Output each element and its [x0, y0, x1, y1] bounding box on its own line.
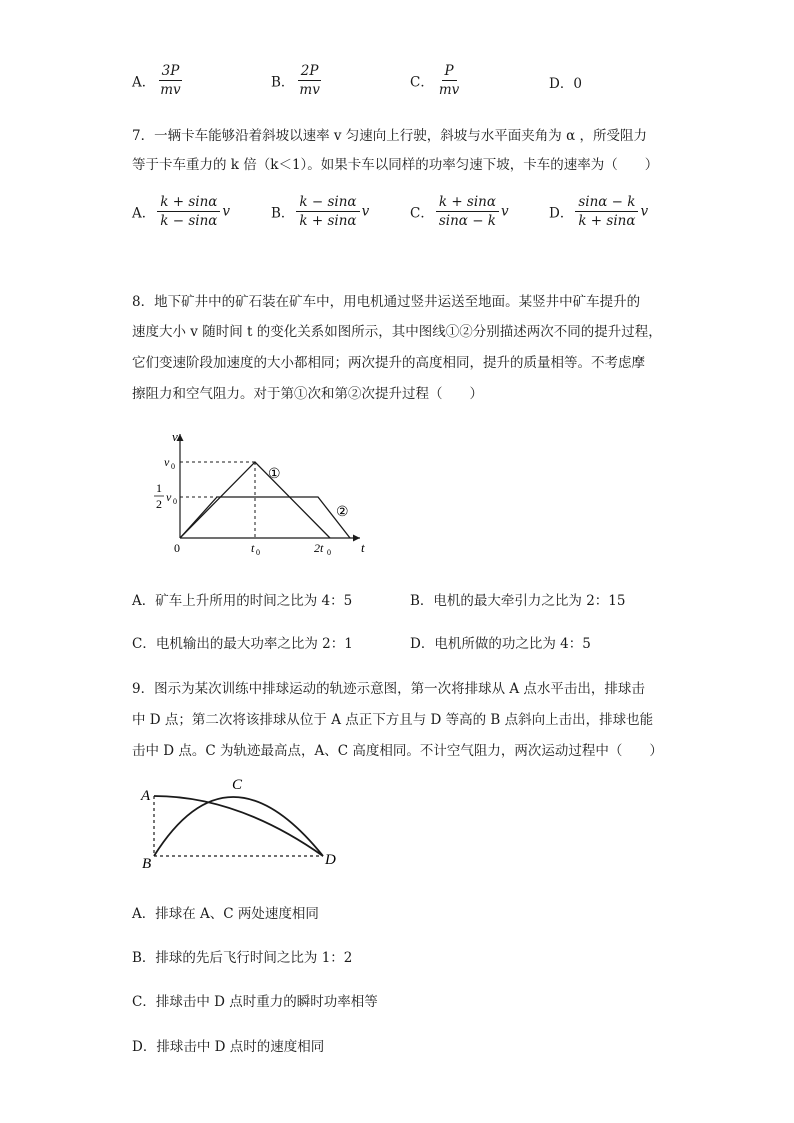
- q9-trajectory-figure: [138, 776, 348, 874]
- q6-option-d: D．0: [549, 76, 582, 92]
- q9-option-a: A．排球在 A、C 两处速度相同: [132, 906, 319, 922]
- trajectory-b-to-d: [154, 797, 323, 856]
- q9-stem-line3: 击中 D 点。C 为轨迹最高点，A、C 高度相同。不计空气阻力，两次运动过程中（ ）: [132, 743, 663, 759]
- q7-option-c: C． $\frac{k + \sin\alpha}{\sin\alpha - k}$ v: [410, 194, 509, 229]
- half-label-den: 2: [156, 497, 162, 511]
- origin-label: 0: [174, 541, 180, 555]
- q7-option-b: B． $\frac{k - \sin\alpha}{k + \sin\alpha}$ v: [271, 194, 370, 229]
- curve-1-label: ①: [268, 467, 281, 482]
- q8-option-b: B．电机的最大牵引力之比为 2：15: [410, 593, 626, 609]
- trajectory-a-to-d: [154, 796, 323, 856]
- q8-option-d: D．电机所做的功之比为 4：5: [410, 636, 591, 652]
- half-v0-label-sub: 0: [173, 497, 177, 506]
- point-b-label: B: [142, 856, 152, 872]
- y-axis-label: v: [172, 429, 178, 444]
- q9-option-b: B．排球的先后飞行时间之比为 1：2: [132, 950, 353, 966]
- point-c-label: C: [232, 777, 243, 793]
- q7-stem-line2: 等于卡车重力的 k 倍（k＜1）。如果卡车以同样的功率匀速下坡，卡车的速率为（ ）: [132, 157, 659, 173]
- q6-option-c: C． $\frac{P}{mv}$: [410, 63, 460, 98]
- v0-label-sub: 0: [171, 462, 175, 471]
- v0-label: v: [164, 455, 170, 469]
- point-a-label: A: [141, 788, 151, 804]
- q9-option-c: C．排球击中 D 点时重力的瞬时功率相等: [132, 994, 378, 1010]
- q8-stem-line1: 8．地下矿井中的矿石装在矿车中，用电机通过竖井运送至地面。某竖井中矿车提升的: [132, 294, 641, 310]
- q8-option-a: A．矿车上升所用的时间之比为 4：5: [132, 593, 353, 609]
- q9-stem-line2: 中 D 点；第二次将该排球从位于 A 点正下方且与 D 等高的 B 点斜向上击出，排球也能: [132, 712, 654, 728]
- half-label-num: 1: [156, 481, 162, 495]
- q7-option-a: A． $\frac{k + \sin\alpha}{k - \sin\alpha}$ v: [132, 194, 231, 229]
- t0-label: t: [251, 541, 255, 555]
- two-t0-label: 2t: [314, 541, 324, 555]
- x-axis-label: t: [361, 540, 365, 555]
- q9-stem-line1: 9．图示为某次训练中排球运动的轨迹示意图，第一次将排球从 A 点水平击出，排球击: [132, 681, 645, 697]
- q6-option-b: B． $\frac{2P}{mv}$: [271, 63, 320, 98]
- q9-option-d: D．排球击中 D 点时的速度相同: [132, 1039, 325, 1055]
- q8-stem-line2: 速度大小 v 随时间 t 的变化关系如图所示，其中图线①②分别描述两次不同的提升过程，: [132, 324, 662, 340]
- q7-stem-line1: 7．一辆卡车能够沿着斜坡以速率 v 匀速向上行驶，斜坡与水平面夹角为 α ，所受阻力: [132, 128, 647, 144]
- q7-option-d: D． $\frac{\sin\alpha - k}{k + \sin\alpha}$ v: [549, 194, 649, 229]
- q8-stem-line4: 擦阻力和空气阻力。对于第①次和第②次提升过程（ ）: [132, 386, 483, 402]
- q8-vt-graph: [150, 426, 380, 560]
- half-v0-label: v: [166, 490, 172, 504]
- curve-2-label: ②: [336, 505, 349, 520]
- t0-label-sub: 0: [256, 548, 260, 557]
- two-t0-label-sub: 0: [327, 548, 331, 557]
- q6-option-a: A． $\frac{3P}{mv}$: [132, 63, 181, 98]
- q8-option-c: C．电机输出的最大功率之比为 2：1: [132, 636, 353, 652]
- point-d-label: D: [325, 852, 336, 868]
- q8-stem-line3: 它们变速阶段加速度的大小都相同；两次提升的高度相同，提升的质量相等。不考虑摩: [132, 355, 645, 371]
